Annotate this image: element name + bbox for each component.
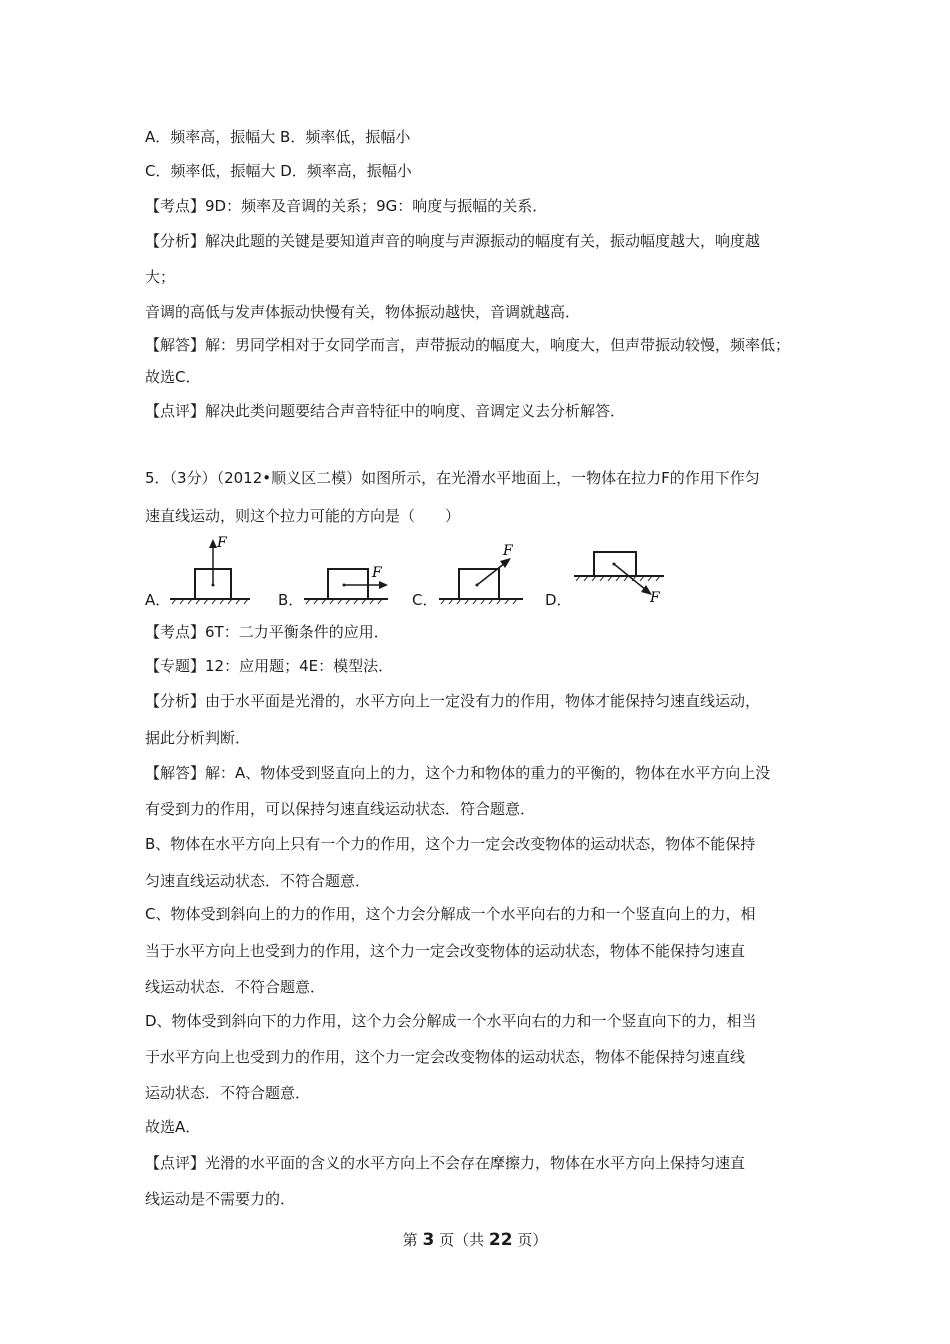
q4-kaodian: 【考点】9D：频率及音调的关系；9G：响度与振幅的关系． — [145, 197, 548, 215]
q5-option-a-label: A． — [145, 591, 171, 609]
q5-jieda-line2: 有受到力的作用，可以保持匀速直线运动状态．符合题意． — [145, 800, 536, 818]
page-footer — [0, 1230, 950, 1250]
q5-option-d-label: D． — [545, 591, 572, 609]
q5-analysis-c-line1: C、物体受到斜向上的力的作用，这个力会分解成一个水平向右的力和一个竖直向上的力，相 — [145, 905, 756, 923]
q5-analysis-d-line3: 运动状态．不符合题意． — [145, 1084, 311, 1102]
q5-fenxi-line2: 据此分析判断． — [145, 729, 251, 747]
q4-fenxi-line1: 【分析】解决此题的关键是要知道声音的响度与声源振动的幅度有关，振动幅度越大，响度越 — [145, 232, 761, 250]
q5-dianping-line2: 线运动是不需要力的． — [145, 1190, 296, 1208]
q5-analysis-d-line1: D、物体受到斜向下的力作用，这个力会分解成一个水平向右的力和一个竖直向下的力，相当 — [145, 1012, 757, 1030]
q5-fenxi-line1: 【分析】由于水平面是光滑的，水平方向上一定没有力的作用，物体才能保持匀速直线运动， — [145, 692, 761, 710]
q5-analysis-c-line3: 线运动状态．不符合题意． — [145, 978, 326, 996]
q5-analysis-b-line2: 匀速直线运动状态．不符合题意． — [145, 872, 371, 890]
q5-diagram-d — [570, 540, 670, 608]
q5-answer: 故选A． — [145, 1118, 201, 1136]
q5-analysis-c-line2: 当于水平方向上也受到力的作用，这个力一定会改变物体的运动状态，物体不能保持匀速直 — [145, 942, 746, 960]
q4-fenxi-line2: 大； — [145, 268, 176, 286]
q4-options-ab: A．频率高，振幅大 B．频率低，振幅小 — [145, 128, 411, 146]
q5-option-b-label: B． — [278, 591, 304, 609]
q5-force-label-a: F — [217, 535, 227, 551]
q5-force-label-d: F — [650, 590, 660, 606]
footer-total-pages: 22 — [488, 1230, 513, 1250]
q5-diagram-a — [168, 535, 253, 605]
q5-dianping-line1: 【点评】光滑的水平面的含义的水平方向上不会存在摩擦力，物体在水平方向上保持匀速直 — [145, 1154, 746, 1172]
q5-force-label-c: F — [503, 543, 513, 559]
q4-jieda-line1: 【解答】解：男同学相对于女同学而言，声带振动的幅度大，响度大，但声带振动较慢，频率低； — [145, 336, 791, 354]
footer-suffix: 页） — [517, 1231, 548, 1249]
q5-jieda-line1: 【解答】解：A、物体受到竖直向上的力，这个力和物体的重力的平衡的，物体在水平方向上没 — [145, 764, 771, 782]
q5-zhuanti: 【专题】12：应用题；4E：模型法． — [145, 657, 394, 675]
q4-jieda-line2: 故选C． — [145, 368, 201, 386]
q5-force-label-b: F — [372, 565, 382, 581]
q4-dianping: 【点评】解决此类问题要结合声音特征中的响度、音调定义去分析解答． — [145, 402, 626, 420]
q5-kaodian: 【考点】6T：二力平衡条件的应用． — [145, 623, 389, 641]
q4-options-cd: C．频率低，振幅大 D．频率高，振幅小 — [145, 162, 412, 180]
q5-analysis-b-line1: B、物体在水平方向上只有一个力的作用，这个力一定会改变物体的运动状态，物体不能保持 — [145, 835, 756, 853]
q5-option-c-label: C． — [412, 591, 438, 609]
q5-diagram-b — [302, 535, 394, 605]
footer-page-number: 3 — [422, 1230, 435, 1250]
q5-stem-line1: 5．（3分）（2012•顺义区二模）如图所示，在光滑水平地面上，一物体在拉力F的作用下作匀 — [145, 469, 760, 487]
footer-prefix: 第 — [402, 1231, 418, 1249]
footer-middle: 页（共 — [439, 1231, 485, 1249]
q5-analysis-d-line2: 于水平方向上也受到力的作用，这个力一定会改变物体的运动状态，物体不能保持匀速直线 — [145, 1048, 746, 1066]
q5-diagram-c — [437, 535, 527, 605]
q5-stem-line2: 速直线运动，则这个拉力可能的方向是（ ） — [145, 507, 461, 525]
q4-fenxi-line3: 音调的高低与发声体振动快慢有关，物体振动越快，音调就越高． — [145, 303, 581, 321]
